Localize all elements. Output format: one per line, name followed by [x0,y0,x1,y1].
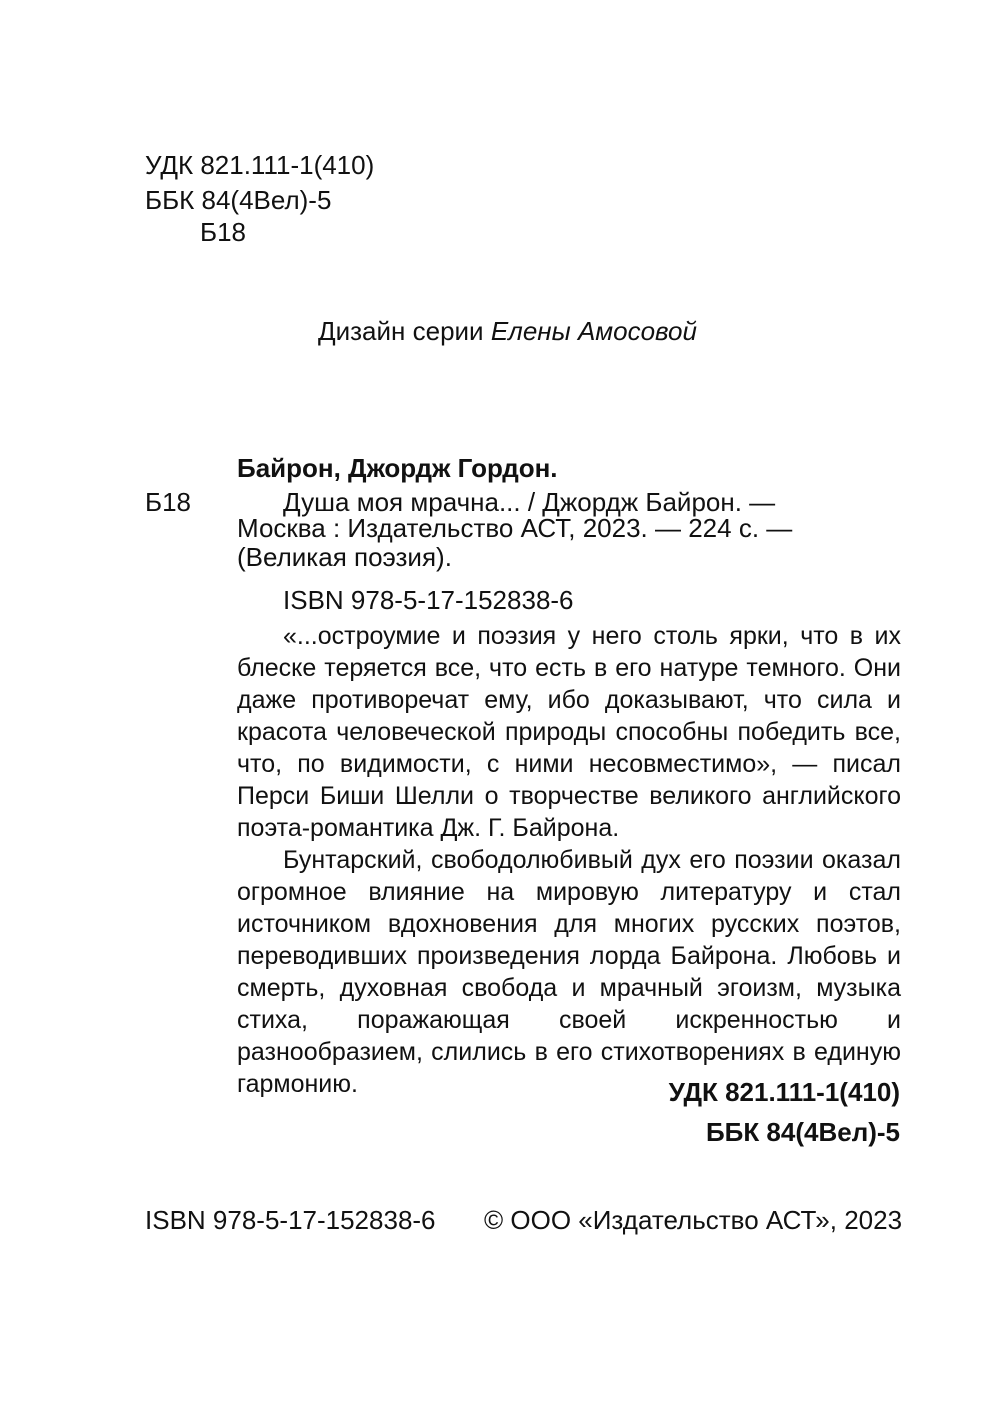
footer-copyright: © ООО «Издательство АСТ», 2023 [484,1205,903,1235]
card-bbk-code: ББК 84(4Вел)-5 [705,1117,900,1147]
card-classification-codes [600,1072,900,1152]
top-udk-code: УДК 821.111-1(410) [145,150,375,180]
card-udk-code: УДК 821.111-1(410) [668,1077,900,1107]
top-author-mark: Б18 [200,217,246,247]
annotation-paragraph-1: «...остроумие и поэзия у него столь ярки, что в их блеске теряется все, что есть в его натуре темного. Они даже противоречат ему, ибо доказывают, что сила и красота человеческой природы способны победить все, что, по видимости, с ними несовместимо», — писал Перси Биши Шелли о творчестве великого английского поэта-романтика Дж. Г. Байрона. [237,622,901,842]
author-heading: Байрон, Джордж Гордон. [237,453,558,483]
top-bbk-code: ББК 84(4Вел)-5 [145,185,332,215]
description-line-1: Душа моя мрачна... / Джордж Байрон. — [283,487,776,517]
description-line-3: (Великая поэзия). [237,542,452,572]
series-design-credit [318,316,697,346]
annotation [237,620,901,1100]
footer-isbn: ISBN 978-5-17-152838-6 [145,1205,436,1235]
annotation-paragraph-2: Бунтарский, свободолюбивый дух его поэзии оказал огромное влияние на мировую литературу и стал источником вдохновения для многих русских поэтов, переводивших произведения лорда Байрона. Любовь и смерть, духовная свобода и мрачный эгоизм, музыка стиха, поражающая своей искренностью и разнообразием, слились в его стихотворениях в единую гармонию. [237,846,901,1098]
description-line-2: Москва : Издательство АСТ, 2023. — 224 с. — [237,513,793,543]
card-isbn: ISBN 978-5-17-152838-6 [283,585,574,615]
series-design-prefix: Дизайн серии [318,316,484,346]
card-author-mark: Б18 [145,487,191,517]
series-designer-name: Елены Амосовой [490,316,697,346]
